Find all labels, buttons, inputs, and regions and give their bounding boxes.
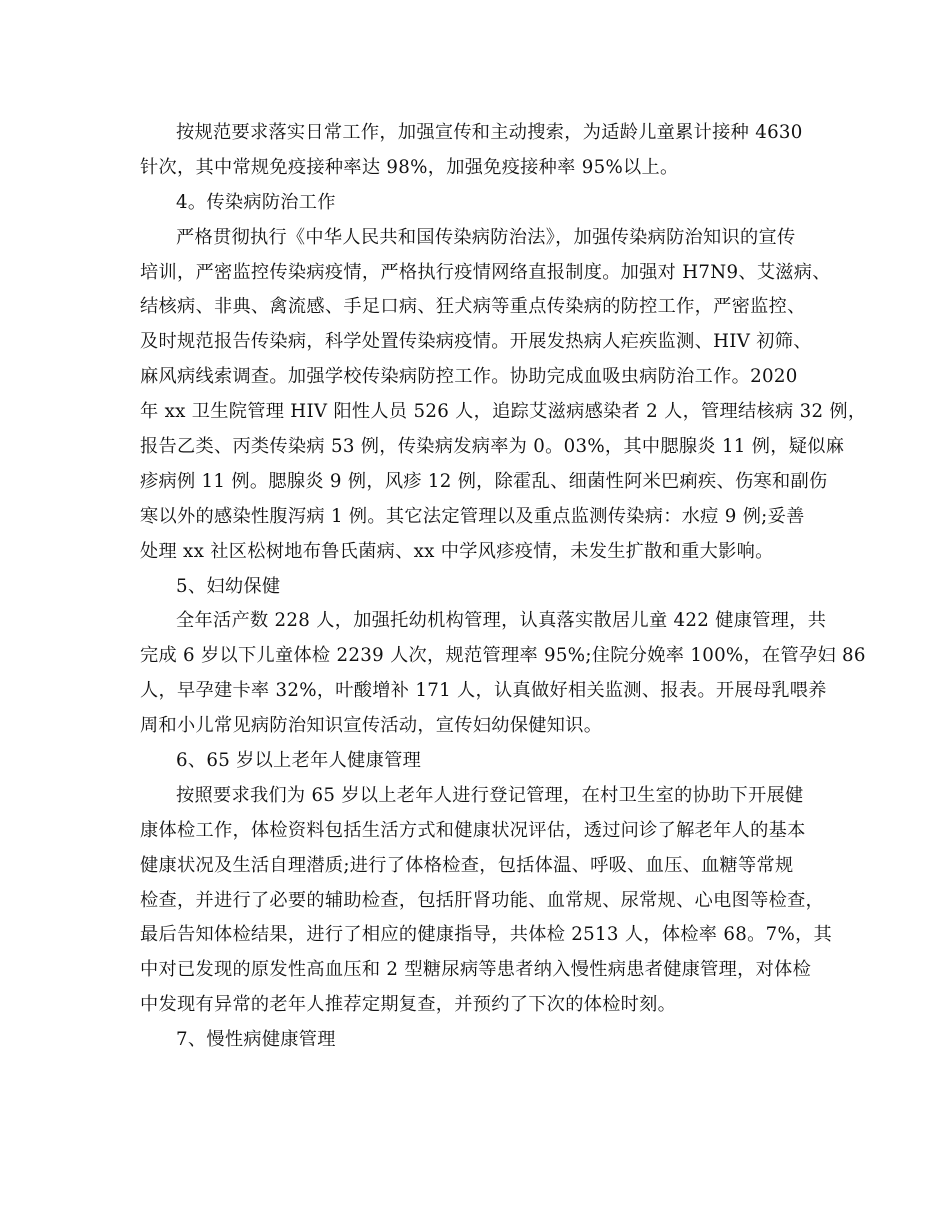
text-line: 处理 xx 社区松树地布鲁氏菌病、xx 中学风疹疫情，未发生扩散和重大影响。	[140, 540, 774, 562]
text-line: 中对已发现的原发性高血压和 2 型糖尿病等患者纳入慢性病患者健康管理，对体检	[140, 959, 812, 981]
text-line: 按规范要求落实日常工作，加强宣传和主动搜索，为适龄儿童累计接种 4630	[176, 122, 803, 143]
text-line: 中发现有异常的老年人推荐定期复查，并预约了下次的体检时刻。	[140, 994, 677, 1016]
text-line: 按照要求我们为 65 岁以上老年人进行登记管理，在村卫生室的协助下开展健	[176, 784, 804, 806]
text-line: 最后告知体检结果，进行了相应的健康指导，共体检 2513 人，体检率 68。7%，其	[140, 924, 833, 946]
text-line: 健康状况及生活自理潜质;进行了体格检查，包括体温、呼吸、血压、血糖等常规	[140, 854, 794, 876]
text-line: 严格贯彻执行《中华人民共和国传染病防治法》，加强传染病防治知识的宣传	[176, 226, 796, 248]
text-line: 人，早孕建卡率 32%，叶酸增补 171 人，认真做好相关监测、报表。开展母乳喂养	[140, 680, 827, 702]
text-line: 寒以外的感染性腹泻病 1 例。其它法定管理以及重点监测传染病：水痘 9 例;妥善	[140, 505, 805, 527]
text-line: 6、65 岁以上老年人健康管理	[176, 750, 422, 772]
text-line: 结核病、非典、禽流感、手足口病、狂犬病等重点传染病的防控工作，严密监控、	[140, 296, 806, 318]
text-line: 年 xx 卫生院管理 HIV 阳性人员 526 人，追踪艾滋病感染者 2 人，管理结核病 32 例，	[140, 401, 867, 423]
text-line: 培训，严密监控传染病疫情，严格执行疫情网络直报制度。加强对 H7N9、艾滋病、	[140, 261, 831, 283]
text-line: 报告乙类、丙类传染病 53 例，传染病发病率为 0。03%，其中腮腺炎 11 例，疑似麻	[140, 436, 845, 458]
text-line: 5、妇幼保健	[176, 575, 281, 597]
text-line: 麻风病线索调查。加强学校传染病防控工作。协助完成血吸虫病防治工作。2020	[140, 366, 798, 388]
text-line: 检查，并进行了必要的辅助检查，包括肝肾功能、血常规、尿常规、心电图等检查，	[140, 889, 825, 911]
text-line: 完成 6 岁以下儿童体检 2239 人次，规范管理率 95%;住院分娩率 100%，在管孕妇 86	[140, 645, 866, 667]
text-line: 及时规范报告传染病，科学处置传染病疫情。开展发热病人疟疾监测、HIV 初筛、	[140, 331, 812, 353]
text-line: 针次，其中常规免疫接种率达 98%，加强免疫接种率 95%以上。	[140, 156, 679, 178]
document-body	[140, 116, 867, 1058]
text-line: 全年活产数 228 人，加强托幼机构管理，认真落实散居儿童 422 健康管理，共	[176, 610, 827, 632]
text-line: 周和小儿常见病防治知识宣传活动，宣传妇幼保健知识。	[140, 715, 603, 737]
text-line: 7、慢性病健康管理	[176, 1029, 336, 1051]
text-line: 疹病例 11 例。腮腺炎 9 例，风疹 12 例，除霍乱、细菌性阿米巴痢疾、伤寒和副伤	[140, 470, 828, 492]
text-line: 康体检工作，体检资料包括生活方式和健康状况评估，透过问诊了解老年人的基本	[140, 819, 806, 841]
text-line: 4。传染病防治工作	[176, 191, 336, 213]
